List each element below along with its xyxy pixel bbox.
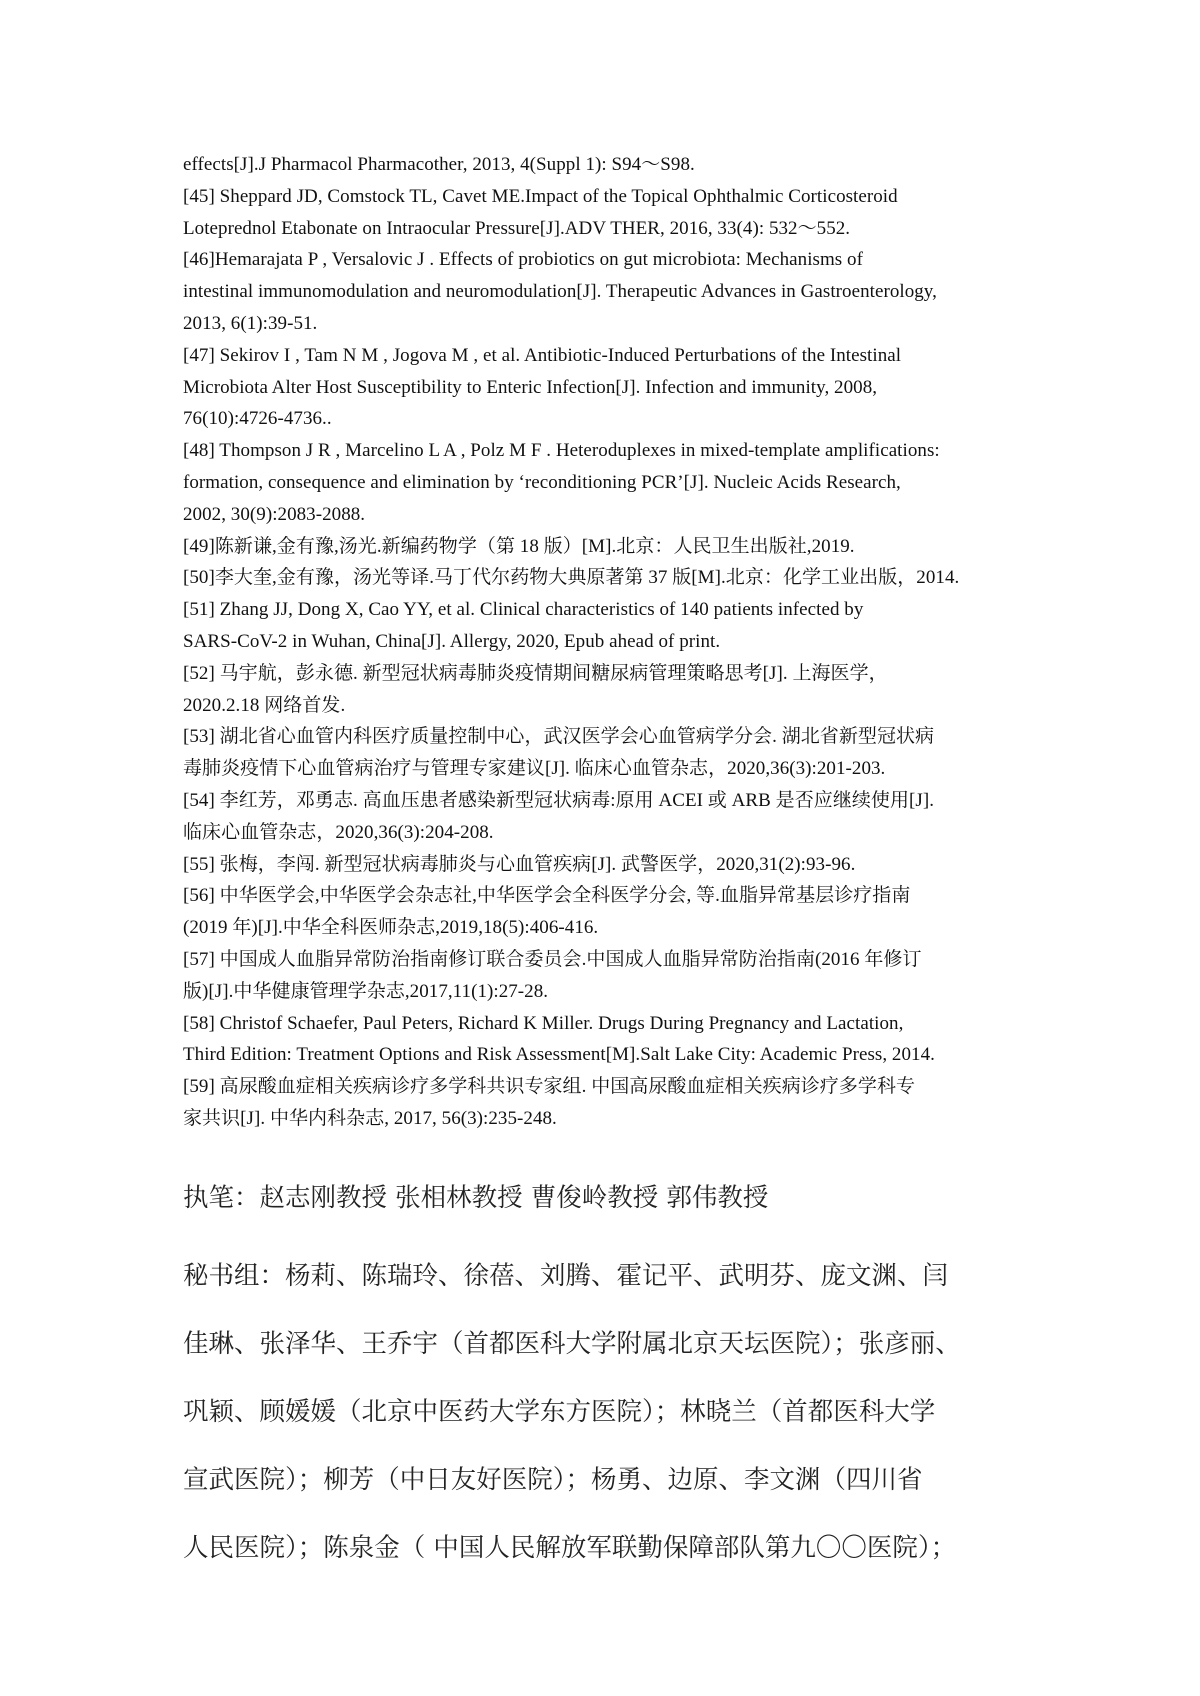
reference-line: intestinal immunomodulation and neuromodulation[J]. Therapeutic Advances in Gastroenterology, — [183, 281, 937, 303]
reference-line: (2019 年)[J].中华全科医师杂志,2019,18(5):406-416. — [183, 917, 599, 939]
reference-line: [48] Thompson J R , Marcelino L A , Polz M F . Heteroduplexes in mixed-template amplifications: — [183, 440, 940, 462]
reference-line: 临床心血管杂志，2020,36(3):204-208. — [183, 821, 494, 843]
reference-line: [51] Zhang JJ, Dong X, Cao YY, et al. Clinical characteristics of 140 patients infected by — [183, 599, 864, 621]
reference-item — [183, 594, 1053, 658]
secretariat-line: 佳琳、张泽华、王乔宇（首都医科大学附属北京天坛医院）；张彦丽、 — [183, 1329, 961, 1359]
secretariat-line: 人民医院）；陈泉金（ 中国人民解放军联勤保障部队第九〇〇医院）； — [183, 1533, 957, 1563]
reference-line: [53] 湖北省心血管内科医疗质量控制中心，武汉医学会心血管病学分会. 湖北省新型冠状病 — [183, 726, 935, 748]
reference-item — [183, 562, 1053, 594]
reference-item — [183, 880, 1053, 944]
reference-line: 2020.2.18 网络首发. — [183, 694, 346, 716]
reference-item — [183, 658, 1053, 722]
reference-line: 家共识[J]. 中华内科杂志, 2017, 56(3):235-248. — [183, 1107, 557, 1129]
authors-line: 执笔：赵志刚教授 张相林教授 曹俊岭教授 郭伟教授 — [183, 1183, 769, 1213]
reference-line: 76(10):4726-4736.. — [183, 408, 332, 430]
reference-line: [55] 张梅，李闯. 新型冠状病毒肺炎与心血管疾病[J]. 武警医学，2020,31(2):93-96. — [183, 853, 856, 875]
reference-item — [183, 244, 1053, 339]
reference-line: [50]李大奎,金有豫，汤光等译.马丁代尔药物大典原著第 37 版[M].北京：化学工业出版，2014. — [183, 567, 960, 589]
secretariat-block — [183, 1242, 1063, 1582]
reference-line: Microbiota Alter Host Susceptibility to Enteric Infection[J]. Infection and immunity, 2008, — [183, 376, 878, 398]
reference-line: Loteprednol Etabonate on Intraocular Pressure[J].ADV THER, 2016, 33(4): 532～552. — [183, 217, 851, 239]
reference-line: [46]Hemarajata P , Versalovic J . Effects of probiotics on gut microbiota: Mechanisms of — [183, 249, 863, 271]
reference-item — [183, 149, 1053, 181]
reference-line: 2013, 6(1):39-51. — [183, 312, 318, 334]
reference-line: [49]陈新谦,金有豫,汤光.新编药物学（第 18 版）[M].北京：人民卫生出版社,2019. — [183, 535, 855, 557]
reference-item — [183, 531, 1053, 563]
reference-line: [59] 高尿酸血症相关疾病诊疗多学科共识专家组. 中国高尿酸血症相关疾病诊疗多学科专 — [183, 1076, 916, 1098]
reference-line: 毒肺炎疫情下心血管病治疗与管理专家建议[J]. 临床心血管杂志，2020,36(3):201-203. — [183, 758, 886, 780]
reference-line: effects[J].J Pharmacol Pharmacother, 2013, 4(Suppl 1): S94～S98. — [183, 154, 695, 175]
reference-line: SARS-CoV-2 in Wuhan, China[J]. Allergy, 2020, Epub ahead of print. — [183, 630, 721, 652]
reference-item — [183, 181, 1053, 245]
credits-section — [183, 1176, 1063, 1582]
secretariat-line: 秘书组：杨莉、陈瑞玲、徐蓓、刘腾、霍记平、武明芬、庞文渊、闫 — [183, 1261, 949, 1291]
reference-line: [47] Sekirov I , Tam N M , Jogova M , et al. Antibiotic-Induced Perturbations of the Intestinal — [183, 344, 902, 366]
reference-item — [183, 435, 1053, 530]
reference-line: [58] Christof Schaefer, Paul Peters, Richard K Miller. Drugs During Pregnancy and Lactation, — [183, 1012, 904, 1034]
reference-line: Third Edition: Treatment Options and Risk Assessment[M].Salt Lake City: Academic Press, 2014. — [183, 1044, 935, 1066]
reference-item — [183, 849, 1053, 881]
reference-line: [56] 中华医学会,中华医学会杂志社,中华医学会全科医学分会, 等.血脂异常基层诊疗指南 — [183, 885, 911, 907]
reference-line: 版)[J].中华健康管理学杂志,2017,11(1):27-28. — [183, 980, 549, 1002]
reference-line: formation, consequence and elimination by ‘reconditioning PCR’[J]. Nucleic Acids Research, — [183, 471, 901, 493]
reference-list — [183, 149, 1053, 1135]
reference-item — [183, 944, 1053, 1008]
secretariat-line: 宣武医院）；柳芳（中日友好医院）；杨勇、边原、李文渊（四川省 — [183, 1465, 923, 1495]
reference-line: [52] 马宇航，彭永德. 新型冠状病毒肺炎疫情期间糖尿病管理策略思考[J]. 上海医学， — [183, 662, 888, 684]
reference-line: [54] 李红芳，邓勇志. 高血压患者感染新型冠状病毒:原用 ACEI 或 ARB 是否应继续使用[J]. — [183, 789, 935, 811]
reference-item — [183, 1008, 1053, 1072]
reference-item — [183, 785, 1053, 849]
reference-item — [183, 1071, 1053, 1135]
reference-line: 2002, 30(9):2083-2088. — [183, 503, 366, 525]
secretariat-line: 巩颖、顾媛媛（北京中医药大学东方医院）；林晓兰（首都医科大学 — [183, 1397, 936, 1427]
reference-line: [45] Sheppard JD, Comstock TL, Cavet ME.Impact of the Topical Ophthalmic Corticosteroid — [183, 185, 898, 207]
reference-item — [183, 721, 1053, 785]
reference-item — [183, 340, 1053, 435]
reference-line: [57] 中国成人血脂异常防治指南修订联合委员会.中国成人血脂异常防治指南(2016 年修订 — [183, 948, 922, 970]
